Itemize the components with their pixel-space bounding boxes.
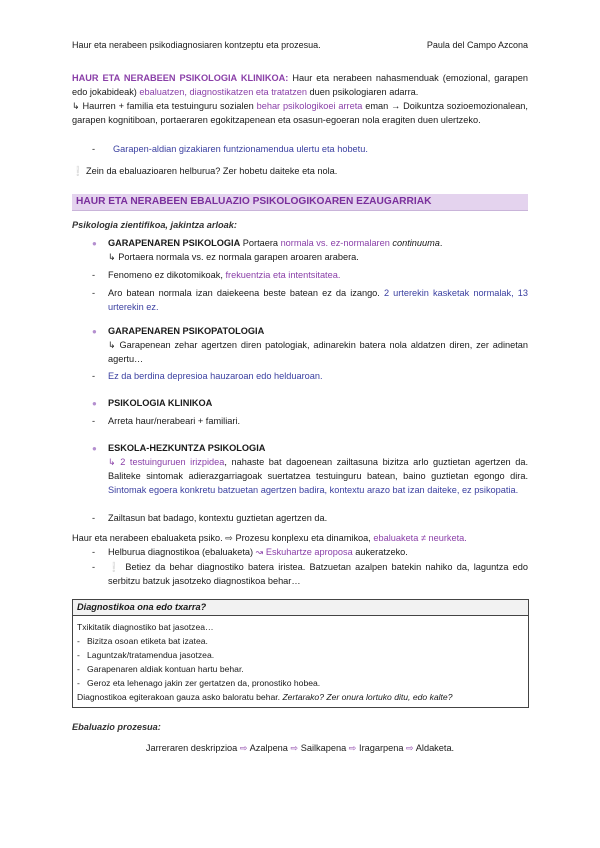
box-body	[73, 616, 528, 704]
eval-line: Haur eta nerabeen ebaluaketa psiko. ⇨ Prozesu konplexu eta dinamikoa, ebaluaketa ≠ neurketa.	[72, 533, 467, 543]
intro-dash: -	[92, 144, 96, 154]
intro-dash-item: Garapen-aldian gizakiaren funtzionamendua ulertu eta hobetu.	[113, 144, 368, 154]
arrow-icon: ⇨	[239, 743, 248, 753]
box-last: Diagnostikoa egiterakoan gauza asko baloratu behar. Zertarako? Zer onura lortuko ditu, edo kalte?	[77, 692, 453, 702]
warning-icon: ❕	[72, 166, 84, 176]
area-psikopatologia-dash-1: Ez da berdina depresioa hauzaroan edo helduaroan.	[108, 371, 323, 381]
list-item: - Garapenaren aldiak kontuan hartu behar.	[77, 664, 244, 674]
area-garapena-dash-1: Fenomeno ez dikotomikoak, frekuentzia eta intentsitatea.	[108, 270, 341, 280]
intro-paragraph-2: ↳ Haurren + familia eta testuinguru sozialen behar psikologikoei arreta eman → Doikuntza sozioemozionalean, garapen kognitiboan, portaeraren egokitzapenean eta osasun-egoeran nola eragiten duen ulertzeko.	[72, 101, 528, 125]
subheading: Psikologia zientifikoa, jakintza arloak:	[72, 220, 237, 230]
list-item: - Geroz eta lehenago jakin zer gertatzen da, pronostiko hobea.	[77, 678, 321, 688]
arrow-icon: ⇨	[348, 743, 357, 753]
process-title: Ebaluazio prozesua:	[72, 722, 161, 732]
eval-dash-1: Helburua diagnostikoa (ebaluaketa) ↝ Eskuhartze aproposa aukeratzeko.	[108, 547, 408, 557]
dash: -	[92, 562, 96, 572]
bullet-icon: ●	[92, 444, 97, 453]
area-psikopatologia: GARAPENAREN PSIKOPATOLOGIA	[108, 326, 265, 336]
dash: -	[92, 513, 96, 523]
header-author: Paula del Campo Azcona	[426, 40, 528, 50]
eval-dash-2: ❕ Betiez da behar diagnostiko batera iristea. Batzuetan azalpen batekin nahiko da, laguntza edo serbitzu batzuk jasotzeko diagnostikoa behar…	[108, 562, 528, 586]
bullet-icon: ●	[92, 399, 97, 408]
dash: -	[92, 547, 96, 557]
area-eskola-sub: ↳ 2 testuinguruen irizpidea, nahaste bat dagoenean zailtasuna bizitza arlo guztietan agertzen da. Baliteke sintomak adierazgarriagoak suertatzea testuinguru batean, baino guztietan egongo dira. Sintomak egoera konkretu batzuetan agertzen badira, kontextu arazo bat izan daiteke, ez psikopatia.	[108, 457, 528, 495]
intro-question: ❕ Zein da ebaluazioaren helburua? Zer hobetu daiteke eta nola.	[72, 166, 338, 176]
arrow-icon: ⇨	[290, 743, 299, 753]
dash: -	[92, 416, 96, 426]
bullet-icon: ●	[92, 239, 97, 248]
area-garapena: GARAPENAREN PSIKOLOGIA Portaera normala vs. ez-normalaren continuuma.	[108, 238, 443, 248]
area-garapena-sub: ↳ Portaera normala vs. ez normala garapen aroaren arabera.	[108, 252, 359, 262]
intro-paragraph-1: HAUR ETA NERABEEN PSIKOLOGIA KLINIKOA: Haur eta nerabeen nahasmenduak (emozional, garapen edo jokabideak) ebaluatzen, diagnostikatzen eta tratatzen duen psikologiaren adarra.	[72, 73, 528, 97]
area-psikopatologia-sub: ↳ Garapenean zehar agertzen diren patologiak, adinarekin batera nola aldatzen diren, zer adinetan agertu…	[108, 340, 528, 364]
area-eskola-dash-1: Zailtasun bat badago, kontextu guztietan agertzen da.	[108, 513, 328, 523]
area-klinikoa-dash-1: Arreta haur/nerabeari + familiari.	[108, 416, 241, 426]
area-garapena-dash-2: Aro batean normala izan daiekeena beste batean ez da izango. 2 urterekin kasketak normalak, 13 urterekin ez.	[108, 288, 528, 312]
area-eskola: ESKOLA-HEZKUNTZA PSIKOLOGIA	[108, 443, 266, 453]
dash: -	[92, 371, 96, 381]
section-heading: HAUR ETA NERABEEN EBALUAZIO PSIKOLOGIKOAREN EZAUGARRIAK	[72, 194, 528, 211]
dash: -	[92, 270, 96, 280]
box-intro: Txikitatik diagnostiko bat jasotzea…	[77, 622, 214, 632]
box-title: Diagnostikoa ona edo txarra?	[73, 600, 528, 616]
list-item: - Bizitza osoan etiketa bat izatea.	[77, 636, 208, 646]
process-steps: Jarreraren deskripzioa ⇨ Azalpena ⇨ Sailkapena ⇨ Iragarpena ⇨ Aldaketa.	[145, 743, 455, 753]
dash: -	[92, 288, 96, 298]
bullet-icon: ●	[92, 327, 97, 336]
header-title: Haur eta nerabeen psikodiagnosiaren kontzeptu eta prozesua.	[72, 40, 321, 50]
warning-icon: ❕	[108, 562, 122, 572]
area-klinikoa: PSIKOLOGIA KLINIKOA	[108, 398, 213, 408]
intro-term: HAUR ETA NERABEEN PSIKOLOGIA KLINIKOA:	[72, 73, 289, 83]
diagnosis-box	[72, 599, 529, 708]
list-item: - Laguntzak/tratamendua jasotzea.	[77, 650, 215, 660]
arrow-icon: ⇨	[406, 743, 414, 753]
